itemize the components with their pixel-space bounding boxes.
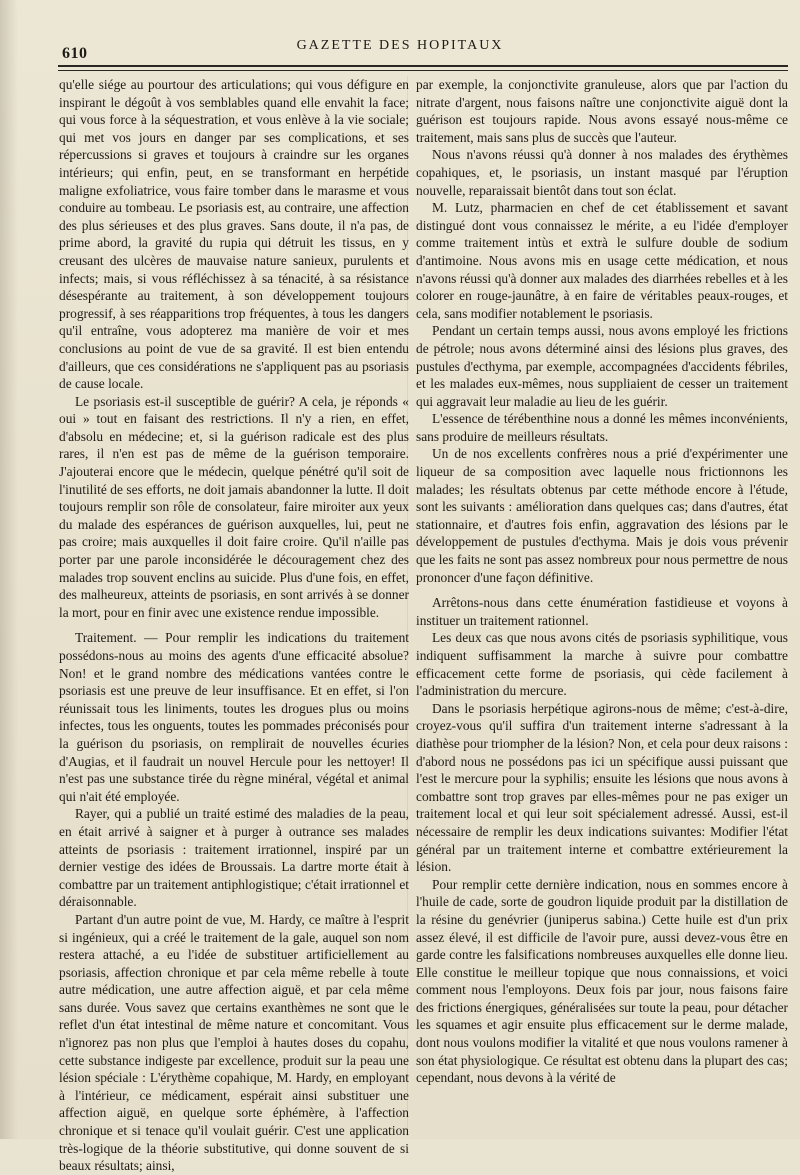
right-column bbox=[416, 76, 788, 1087]
running-title: GAZETTE DES HOPITAUX bbox=[296, 38, 504, 53]
paragraph: Le psoriasis est-il susceptible de guérir? A cela, je réponds « oui » tout en faisant des restrictions. Il n'y a rien, en effet, d'absolu en médecine; et, si la guérison radicale est des plus rares, il n'en est pas de même de la guérison temporaire. J'ajouterai encore que le médecin, quelque pénétré qu'il soit de l'inutilité de ses efforts, ne doit jamais abandonner la lutte. Il doit toujours remplir son rôle de consolateur, faire miroiter aux yeux du malade des espérances de guérison auxquelles, lui, peut ne pas croire; mais auxquelles il doit faire croire. Qu'il n'aille pas porter par une parole inconsidérée le découragement chez des malades trop souvent enclins au suicide. Plus d'une fois, en effet, des malheureux, atteints de psoriasis, en sont arrivés à se donner la mort, pour en finir avec une existence rendue impossible. bbox=[59, 393, 409, 620]
page-number: 610 bbox=[62, 45, 88, 62]
page-edge-shadow bbox=[0, 0, 18, 1139]
paragraph: Nous n'avons réussi qu'à donner à nos malades des érythèmes copahiques, et, le psoriasis, un instant masqué par l'éruption nouvelle, reparaissait bientôt dans tout son éclat. bbox=[416, 147, 788, 198]
paragraph: qu'elle siége au pourtour des articulations; qui vous défigure en inspirant le dégoût à vos semblables quand elle envahit la face; qui vous force à la séquestration, et vous enlève à la vie sociale; qui met vos jours en danger par ses complications, et ses répercussions si graves et toujours à craindre sur les organes intérieurs; qui enfin, peut, en se transformant en herpétide maligne exfoliatrice, vous faire tomber dans le marasme et vous conduire au tombeau. Le psoriasis est, au contraire, une affection des plus sérieuses et des plus graves. Sans doute, il n'a pas, de prime abord, la gravité du rupia qui détruit les tissus, en y creusant des ulcères de mauvaise nature sanieux, purulents et infects; mais, si vous réfléchissez à sa ténacité, à sa résistance désespérante au traitement, à son développement toujours progressif, à ses réapparitions trop fréquentes, à tous les dangers qu'il entraîne, vous adopterez ma manière de voir et mes conclusions au point de vue de sa gravité. Il est bien entendu d'ailleurs, que ces considérations ne s'appliquent pas au psoriasis de cause locale. bbox=[59, 77, 409, 392]
paragraph: Rayer, qui a publié un traité estimé des maladies de la peau, en était arrivé à saigner et à purger à outrance ses malades atteints de psoriasis : traitement irrationnel, inspiré par un dernier vestige des idées de Broussais. La dartre morte était à combattre par un traitement antiphlogistique; c'était irrationnel et déraisonnable. bbox=[59, 806, 409, 910]
left-column bbox=[59, 76, 409, 1175]
paragraph: Les deux cas que nous avons cités de psoriasis syphilitique, vous indiquent suffisamment la marche à suivre pour combattre efficacement cette forme de psoriasis, qui cède facilement à l'administration du mercure. bbox=[416, 630, 788, 699]
header-rule-thick bbox=[58, 65, 788, 67]
paragraph: Arrêtons-nous dans cette énumération fastidieuse et voyons à instituer un traitement rationnel. bbox=[416, 595, 788, 628]
paragraph: Un de nos excellents confrères nous a prié d'expérimenter une liqueur de sa composition avec laquelle nous frictionnons les malades; les résultats obtenus par cette méthode encore à l'étude, sont les suivants : amélioration dans quelques cas; dans d'autres, état stationnaire, et d'autres fois enfin, aggravation des lésions par le développement de pustules d'ecthyma. Mais je dois vous prévenir que les faits ne sont pas assez nombreux pour nous permettre de nous prononcer d'une façon définitive. bbox=[416, 446, 788, 585]
paragraph: Pendant un certain temps aussi, nous avons employé les frictions de pétrole; nous avons déterminé ainsi des lésions plus graves, des pustules d'ecthyma, par exemple, accompagnées d'accidents fébriles, et les malades eux-mêmes, nous suppliaient de cesser un traitement qui aggravait leur maladie au lieu de les guérir. bbox=[416, 323, 788, 409]
paragraph: par exemple, la conjonctivite granuleuse, alors que par l'action du nitrate d'argent, nous faisons naître une conjonctivite aiguë dont la guérison est toujours rapide. Nous avons essayé nous-même ce traitement, mais sans plus de succès que l'auteur. bbox=[416, 77, 788, 145]
paragraph: Traitement. — Pour remplir les indications du traitement possédons-nous au moins des agents d'une efficacité absolue? Non! et le grand nombre des médications vantées contre le psoriasis est une preuve de leur insuffisance. Et en effet, si l'on réunissait tous les liniments, toutes les drogues plus ou moins infectes, tous les onguents, toutes les pommades préconisés pour la guérison du psoriasis, on remplirait de nouvelles écuries d'Augias, et il faudrait un nouvel Hercule pour les nettoyer! Il n'est pas une substance tirée du règne minéral, végétal et animal qui n'ait été employée. bbox=[59, 630, 409, 804]
page-header bbox=[0, 30, 800, 60]
spacer bbox=[416, 586, 788, 594]
paragraph: L'essence de térébenthine nous a donné les mêmes inconvénients, sans produire de meilleurs résultats. bbox=[416, 411, 788, 444]
paragraph: Dans le psoriasis herpétique agirons-nous de même; c'est-à-dire, croyez-vous qu'il suffira d'un traitement interne s'adressant à la diathèse pour triompher de la lésion? Non, et cela pour deux raisons : d'abord nous ne possédons pas ici un spécifique aussi puissant que l'est le mercure pour la syphilis; ensuite les lésions que nous avons à combattre sont trop graves par elles-mêmes pour ne pas exiger un traitement local et qui leur soit spécialement adressé. Aussi, est-il nécessaire de remplir les deux indications suivantes: Modifier l'état général par un traitement interne et combattre extérieurement la lésion. bbox=[416, 700, 788, 875]
paragraph: Pour remplir cette dernière indication, nous en sommes encore à l'huile de cade, sorte de goudron liquide produit par la distillation de la résine du genévrier (juniperus sabina.) Cette huile est d'un prix assez élevé, il est difficile de l'avoir pure, aussi devez-vous être en garde contre les falsifications nombreuses auxquelles elle donne lieu. Elle constitue le meilleur topique que nous connaissions, et voici comment nous l'employons. Deux fois par jour, nous faisons faire des frictions énergiques, généralisées sur toute la peau, pour détacher les squames et agir ensuite plus efficacement sur le derme malade, dont nous voulons modifier la vitalité et que nous voulons ramener à son état physiologique. Ce résultat est obtenu dans la plupart des cas; cependant, nous devons à la vérité de bbox=[416, 876, 788, 1086]
paragraph: Partant d'un autre point de vue, M. Hardy, ce maître à l'esprit si ingénieux, qui a créé le traitement de la gale, auquel son nom restera attaché, a eu l'idée de substituer artificiellement au psoriasis, affection chronique et par cela même rebelle à toute autre médication, une autre affection aiguë, et par cela même sans durée. Vous savez que certains exanthèmes ne sont que le reflet d'un état intestinal de même nature et concomitant. Vous n'ignorez pas non plus que l'emploi à hautes doses du copahu, cette substance indigeste par excellence, produit sur la peau une lésion spéciale : L'érythème copahique, M. Hardy, en employant à l'intérieur, ce médicament, espérait ainsi substituer une affection aiguë, en quelque sorte éphémère, à l'affection chronique et si tenace qu'il voulait guérir. C'est une application très-logique de la théorie substitutive, qui donne souvent de si beaux résultats; ainsi, bbox=[59, 911, 409, 1174]
header-rule-thin bbox=[58, 70, 788, 71]
paragraph: M. Lutz, pharmacien en chef de cet établissement et savant distingué dont vous connaissez le mérite, a eu l'idée d'employer comme traitement intùs et extrà le sulfure double de sodium d'antimoine. Nous avons mis en usage cette médication, et nous n'avons réussi qu'à donner aux malades des diarrhées rebelles et à les colorer en rouge-jaunâtre, à en faire de véritables peaux-rouges, et cela, sans modifier notablement le psoriasis. bbox=[416, 200, 788, 321]
spacer bbox=[59, 621, 409, 629]
